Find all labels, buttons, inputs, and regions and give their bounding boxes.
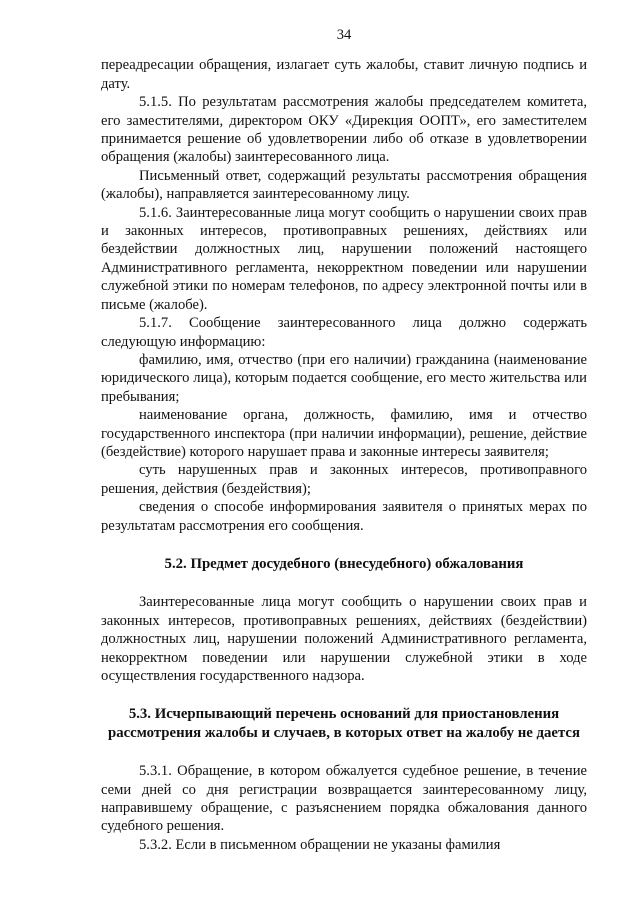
paragraph-5-2-text: Заинтересованные лица могут сообщить о нарушении своих прав и законных интересов, противоправных решениях, действиях (бездействии) должностных лиц, нарушении положений Административного регламента, некорректном поведении или нарушении служебной этики в ходе осуществления государственного надзора. bbox=[101, 594, 587, 684]
list-item-essence: суть нарушенных прав и законных интересов, противоправного решения, действия (бездействия); bbox=[101, 462, 587, 497]
section-heading-5-2: 5.2. Предмет досудебного (внесудебного) обжалования bbox=[164, 555, 524, 572]
section-heading-5-3-line1: 5.3. Исчерпывающий перечень оснований для приостановления bbox=[128, 706, 560, 723]
list-item-name: фамилию, имя, отчество (при его наличии) гражданина (наименование юридического лица), которым подается сообщение, его место жительства или пребывания; bbox=[101, 351, 587, 405]
paragraph-written-answer: Письменный ответ, содержащий результаты рассмотрения обращения (жалобы), направляется заинтересованному лицу. bbox=[101, 167, 587, 203]
paragraph-continuation: переадресации обращения, излагает суть жалобы, ставит личную подпись и дату. bbox=[101, 57, 587, 92]
list-item-organ: наименование органа, должность, фамилию, имя и отчество государственного инспектора (при наличии информации), решение, действие (бездействие) которого нарушает права и законные интересы заявителя; bbox=[101, 407, 587, 460]
paragraph-5-3-1: 5.3.1. Обращение, в котором обжалуется судебное решение, в течение семи дней со дня регистрации возвращается заинтересованному лицу, направившему обращение, с разъяснением порядка обжалования данного судебного решения. bbox=[101, 763, 587, 835]
paragraph-5-1-7: 5.1.7. Сообщение заинтересованного лица должно содержать следующую информацию: bbox=[101, 315, 587, 350]
document-page bbox=[101, 26, 587, 854]
list-item-informing: сведения о способе информирования заявителя о принятых мерах по результатам рассмотрения его сообщения. bbox=[101, 499, 587, 534]
page-number: 34 bbox=[336, 27, 352, 43]
section-heading-5-3-line2: рассмотрения жалобы и случаев, в которых ответ на жалобу не дается bbox=[107, 724, 580, 741]
paragraph-5-3-2: 5.3.2. Если в письменном обращении не указаны фамилия bbox=[139, 836, 501, 853]
paragraph-5-1-6: 5.1.6. Заинтересованные лица могут сообщить о нарушении своих прав и законных интересов, противоправных решениях, действиях или бездействии должностных лиц, нарушении положений настоящего Административного регламента, некорректном поведении или нарушении служебной этики по номерам телефонов, по адресу электронной почты или в письме (жалобе). bbox=[101, 204, 587, 313]
paragraph-5-1-5: 5.1.5. По результатам рассмотрения жалобы председателем комитета, его заместителями, директором ОКУ «Дирекция ООПТ», его заместителем принимается решение об удовлетворении либо об отказе в удовлетворении обращения (жалобы) заинтересованного лица. bbox=[101, 94, 587, 166]
